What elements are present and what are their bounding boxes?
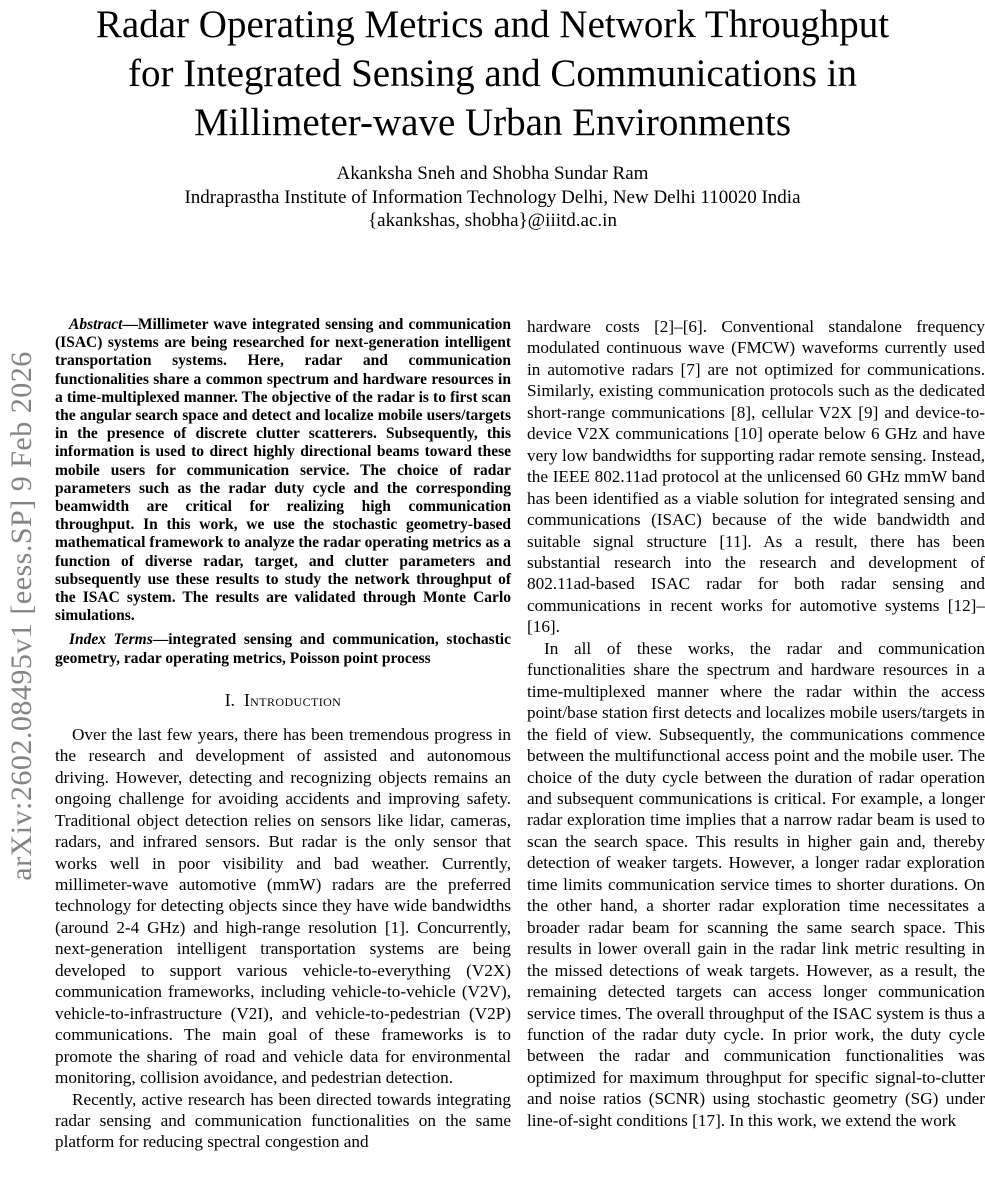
paper-title-line-1: Radar Operating Metrics and Network Throughput — [95, 3, 890, 46]
abstract-paragraph — [55, 316, 511, 625]
abstract-label: Abstract — [69, 316, 123, 333]
left-column — [55, 316, 511, 1153]
paper-title-line-3: Millimeter-wave Urban Environments — [193, 101, 792, 144]
email: {akankshas, shobha}@iiitd.ac.in — [368, 210, 617, 231]
intro-paragraph-1: Over the last few years, there has been tremendous progress in the research and development of assisted and autonomous driving. However, detecting and recognizing objects remains an ongoing challenge for avoiding accidents and improving safety. Traditional object detection relies on sensors like lidar, cameras, radars, and infrared sensors. But radar is the only sensor that works well in poor visibility and bad weather. Currently, millimeter-wave automotive (mmW) radars are the preferred technology for detecting objects since they have wide bandwidths (around 2-4 GHz) and high-range resolution [1]. Concurrently, next-generation intelligent transportation systems are being developed to support various vehicle-to-everything (V2X) communication frameworks, including vehicle-to-vehicle (V2V), vehicle-to-infrastructure (V2I), and vehicle-to-pedestrian (V2P) communications. The main goal of these frameworks is to promote the sharing of road and vehicle data for environmental monitoring, collision avoidance, and pedestrian detection. — [55, 724, 511, 1088]
arxiv-watermark: arXiv:2602.08495v1 [eess.SP] 9 Feb 2026 — [5, 351, 38, 881]
abstract-text: —Millimeter wave integrated sensing and communication (ISAC) systems are being researched for next-generation intelligent transportation systems. Here, radar and communication functionalities share a common spectrum and hardware resources in a time-multiplexed manner. The objective of the radar is to first scan the angular search space and detect and localize mobile users/targets in the presence of discrete clutter scatterers. Subsequently, this information is used to direct highly directional beams toward these mobile users for communication service. The choice of radar parameters such as the radar duty cycle and the corresponding beamwidth are critical for realizing high communication throughput. In this work, we use the stochastic geometry-based mathematical framework to analyze the radar operating metrics as a function of diverse radar, target, and clutter parameters and subsequently use these results to study the network throughput of the ISAC system. The results are validated through Monte Carlo simulations. — [55, 316, 511, 625]
intro-paragraph-2: Recently, active research has been directed towards integrating radar sensing and communication functionalities on the same platform for reducing spectral congestion and — [55, 1089, 511, 1152]
section-title: Introduction — [243, 689, 342, 710]
right-paragraph-2: In all of these works, the radar and communication functionalities share the spectrum and hardware resources in a time-multiplexed manner where the radar within the access point/base station first detects and localizes mobile users/targets in the field of view. Subsequently, the communications commence between the multifunctional access point and the mobile user. The choice of the duty cycle between the duration of radar operation and subsequent communications is critical. For example, a longer radar exploration time implies that a narrow radar beam is used to scan the search space. This results in higher gain and, thereby detection of weaker targets. However, a longer radar exploration time limits communication service times to shorter durations. On the other hand, a shorter radar exploration time necessitates a broader radar beam for scanning the same search space. This results in lower overall gain in the radar link metric resulting in the missed detections of weak targets. However, as a result, the remaining detected targets can access longer communication service times. The overall throughput of the ISAC system is thus a function of the radar duty cycle. In prior work, the duty cycle between the radar and communication functionalities was optimized for maximum throughput for specific signal-to-clutter and noise ratios (SCNR) using stochastic geometry (SG) under line-of-sight conditions [17]. In this work, we extend the work — [527, 638, 985, 1130]
section-heading-introduction — [55, 690, 511, 711]
index-terms-text: —integrated sensing and communication, stochastic geometry, radar operating metrics, Poisson point process — [55, 631, 511, 667]
index-terms-paragraph — [55, 631, 511, 667]
section-number: I. — [224, 689, 235, 710]
author-block — [0, 162, 985, 233]
paper-title — [0, 0, 985, 147]
authors: Akanksha Sneh and Shobha Sundar Ram — [336, 163, 649, 184]
right-column — [527, 316, 985, 1131]
index-terms-label: Index Terms — [69, 631, 153, 649]
paper-title-line-2: for Integrated Sensing and Communications in — [128, 52, 857, 95]
paper-header — [0, 0, 985, 233]
right-paragraph-1-continued: hardware costs [2]–[6]. Conventional standalone frequency modulated continuous wave (FMCW) waveforms currently used in automotive radars [7] are not optimized for communications. Similarly, existing communication protocols such as the dedicated short-range communications [8], cellular V2X [9] and device-to-device V2X communications [10] operate below 6 GHz and have very low bandwidths for supporting radar remote sensing. Instead, the IEEE 802.11ad protocol at the unlicensed 60 GHz mmW band has been identified as a viable solution for integrated sensing and communications (ISAC) because of the wide bandwidth and suitable signal structure [11]. As a result, there has been substantial research into the research and development of 802.11ad-based ISAC radar for both radar sensing and communications in recent works for automotive systems [12]–[16]. — [527, 317, 985, 637]
affiliation: Indraprastha Institute of Information Technology Delhi, New Delhi 110020 India — [184, 186, 801, 208]
